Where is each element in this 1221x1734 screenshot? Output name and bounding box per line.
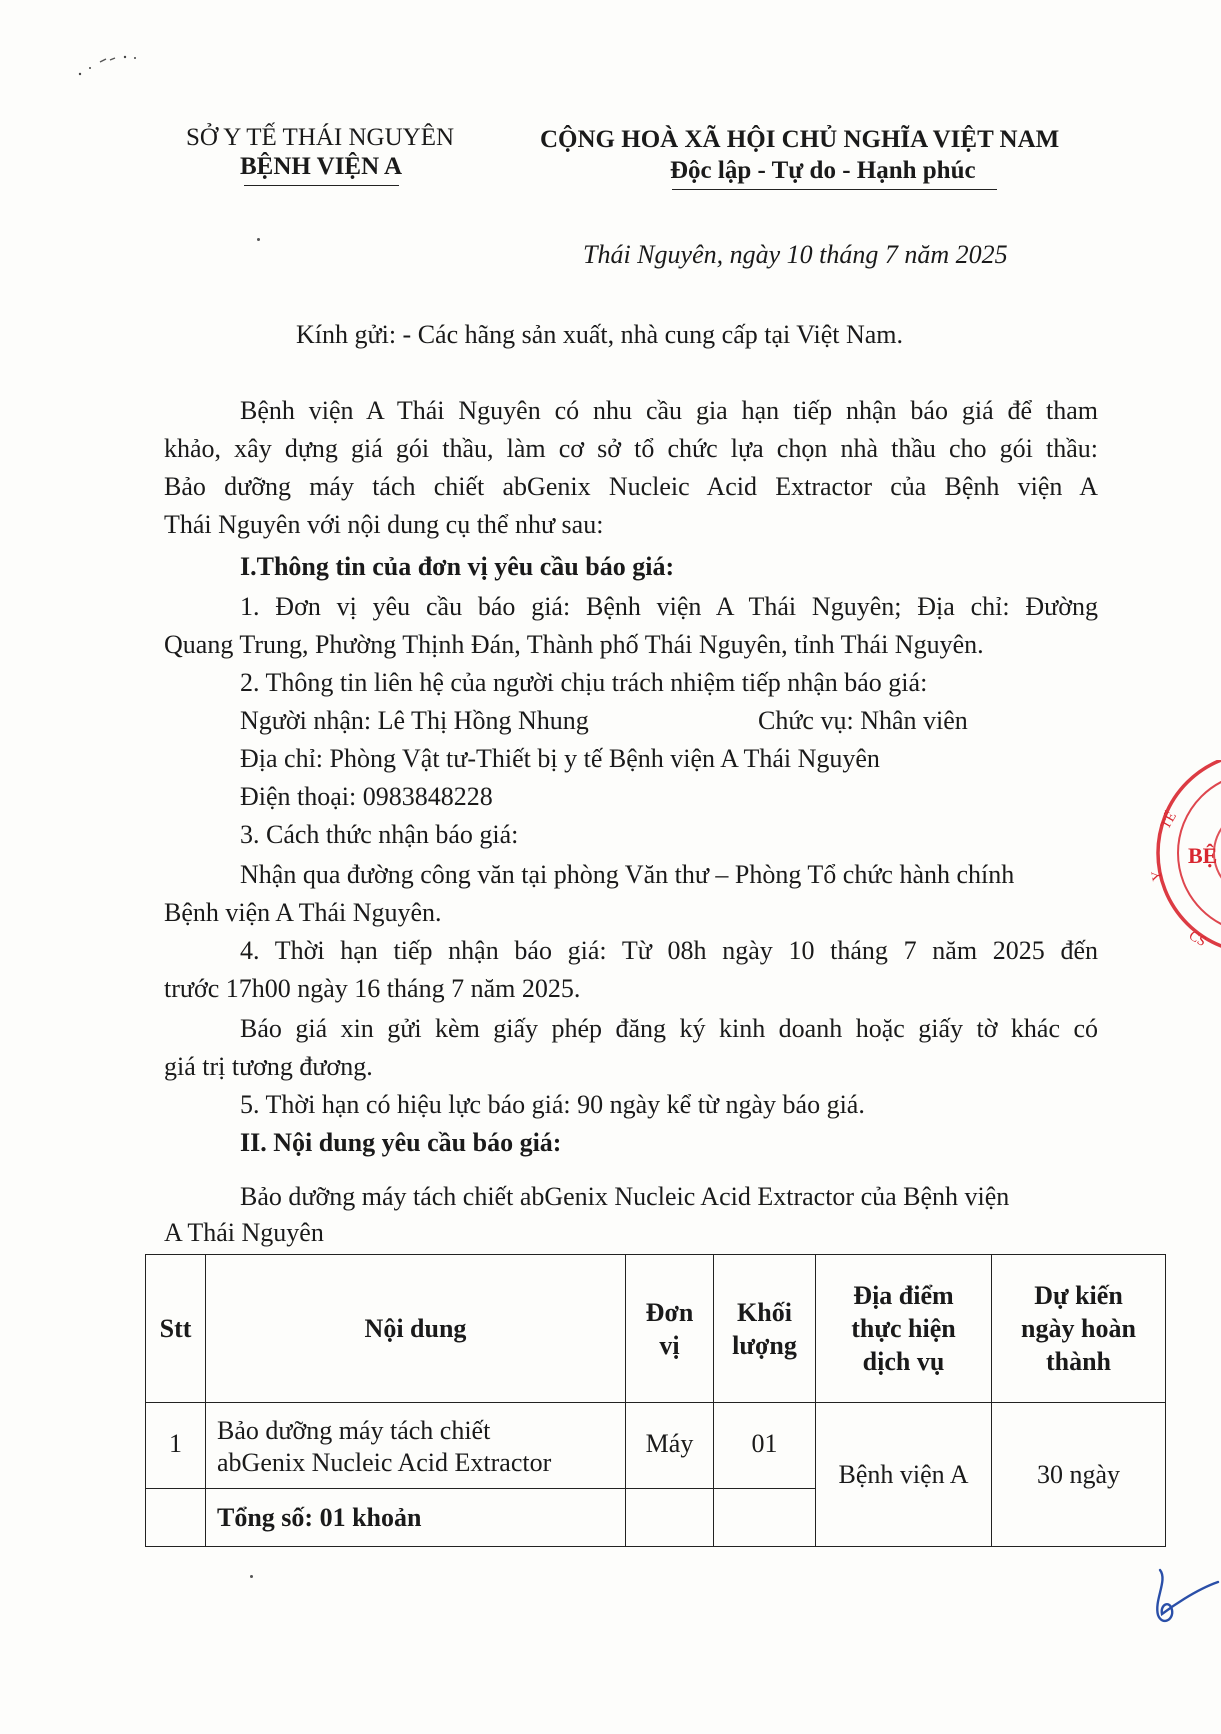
section-1-item-3: 3. Cách thức nhận báo giá:	[240, 820, 519, 849]
section-1-item-1-line-2: Quang Trung, Phường Thịnh Đán, Thành phố Thái Nguyên, tỉnh Thái Nguyên.	[164, 630, 984, 659]
total-stt-empty	[146, 1489, 206, 1547]
section-1-item-2: 2. Thông tin liên hệ của người chịu trách nhiệm tiếp nhận báo giá:	[240, 668, 928, 697]
svg-text:TẾ: TẾ	[1158, 809, 1181, 832]
th-content: Nội dung	[206, 1255, 626, 1403]
th-stt: Stt	[146, 1255, 206, 1403]
scan-dot	[250, 1575, 253, 1578]
row1-content-line-1: Bảo dưỡng máy tách chiết	[217, 1416, 491, 1445]
th-unit-line-2: vị	[659, 1330, 680, 1360]
row1-stt: 1	[146, 1403, 206, 1489]
header-right-underline	[672, 189, 997, 190]
row1-qty: 01	[714, 1403, 816, 1489]
red-stamp	[1148, 760, 1221, 960]
section-1-item-5: 5. Thời hạn có hiệu lực báo giá: 90 ngày kể từ ngày báo giá.	[240, 1090, 865, 1119]
row1-place: Bệnh viện A	[816, 1403, 992, 1547]
header-left-hospital: BỆNH VIỆN A	[240, 153, 403, 180]
th-place-line-1: Địa điểm	[853, 1281, 954, 1310]
receiver-position: Chức vụ: Nhân viên	[758, 706, 968, 735]
header-left-underline	[244, 185, 399, 186]
quote-request-table	[145, 1254, 1166, 1547]
th-unit	[626, 1255, 714, 1403]
th-place-line-3: dịch vụ	[862, 1347, 945, 1376]
receiver-phone: Điện thoại: 0983848228	[240, 782, 493, 811]
row1-content	[206, 1403, 626, 1489]
th-qty-line-2: lượng	[732, 1330, 797, 1360]
th-due-line-1: Dự kiến	[1034, 1281, 1123, 1310]
header-right-nation: CỘNG HOÀ XÃ HỘI CHỦ NGHĨA VIỆT NAM	[540, 126, 1060, 153]
section-1-item-3-line-1: Nhận qua đường công văn tại phòng Văn thư – Phòng Tổ chức hành chính	[240, 860, 1015, 889]
th-place	[816, 1255, 992, 1403]
signature-mark	[1140, 1560, 1221, 1630]
section-2-heading: II. Nội dung yêu cầu báo giá:	[240, 1128, 562, 1157]
section-1-item-3-line-2: Bệnh viện A Thái Nguyên.	[164, 898, 442, 927]
intro-line-1: Bệnh viện A Thái Nguyên có nhu cầu gia hạn tiếp nhận báo giá để tham	[240, 396, 1098, 425]
total-unit-empty	[626, 1489, 714, 1547]
intro-line-3: Bảo dưỡng máy tách chiết abGenix Nucleic Acid Extractor của Bệnh viện A	[164, 472, 1098, 501]
receiver-name: Người nhận: Lê Thị Hồng Nhung	[240, 706, 589, 735]
svg-text:Y: Y	[1149, 869, 1166, 882]
section-1-note-line-2: giá trị tương đương.	[164, 1052, 373, 1081]
th-place-line-2: thực hiện	[851, 1314, 956, 1343]
section-2-desc-line-2: A Thái Nguyên	[164, 1218, 324, 1247]
row1-content-line-2: abGenix Nucleic Acid Extractor	[217, 1448, 552, 1477]
intro-line-4: Thái Nguyên với nội dung cụ thể như sau:	[164, 510, 604, 539]
section-1-item-4-line-1: 4. Thời hạn tiếp nhận báo giá: Từ 08h ngày 10 tháng 7 năm 2025 đến	[240, 936, 1098, 965]
receiver-address: Địa chỉ: Phòng Vật tư-Thiết bị y tế Bệnh viện A Thái Nguyên	[240, 744, 880, 773]
th-unit-line-1: Đơn	[645, 1297, 694, 1327]
table-row	[146, 1403, 1166, 1489]
stamp-text: BỆ	[1188, 843, 1218, 868]
th-qty	[714, 1255, 816, 1403]
header-right-motto: Độc lập - Tự do - Hạnh phúc	[670, 157, 976, 184]
section-1-note-line-1: Báo giá xin gửi kèm giấy phép đăng ký kinh doanh hoặc giấy tờ khác có	[240, 1014, 1098, 1043]
row1-due: 30 ngày	[992, 1403, 1166, 1547]
header-left-agency: SỞ Y TẾ THÁI NGUYÊN	[186, 124, 455, 151]
section-1-item-4-line-2: trước 17h00 ngày 16 tháng 7 năm 2025.	[164, 974, 581, 1003]
section-1-item-1-line-1: 1. Đơn vị yêu cầu báo giá: Bệnh viện A Thái Nguyên; Địa chỉ: Đường	[240, 592, 1098, 621]
date-line: Thái Nguyên, ngày 10 tháng 7 năm 2025	[583, 240, 1008, 269]
recipient-line: Kính gửi: - Các hãng sản xuất, nhà cung cấp tại Việt Nam.	[296, 320, 904, 349]
intro-line-2: khảo, xây dựng giá gói thầu, làm cơ sở tổ chức lựa chọn nhà thầu cho gói thầu:	[164, 434, 1098, 463]
th-due-line-2: ngày hoàn	[1021, 1314, 1136, 1343]
section-1-heading: I.Thông tin của đơn vị yêu cầu báo giá:	[240, 552, 675, 581]
total-qty-empty	[714, 1489, 816, 1547]
scan-specks	[70, 40, 150, 80]
th-qty-line-1: Khối	[737, 1297, 792, 1327]
table-header-row	[146, 1255, 1166, 1403]
scan-dot	[257, 238, 260, 241]
th-due	[992, 1255, 1166, 1403]
th-due-line-3: thành	[1045, 1347, 1112, 1376]
total-label: Tổng số: 01 khoản	[206, 1489, 626, 1547]
section-2-desc-line-1: Bảo dưỡng máy tách chiết abGenix Nucleic Acid Extractor của Bệnh viện	[240, 1182, 1010, 1211]
svg-text:CS: CS	[1186, 928, 1209, 951]
row1-unit: Máy	[626, 1403, 714, 1489]
